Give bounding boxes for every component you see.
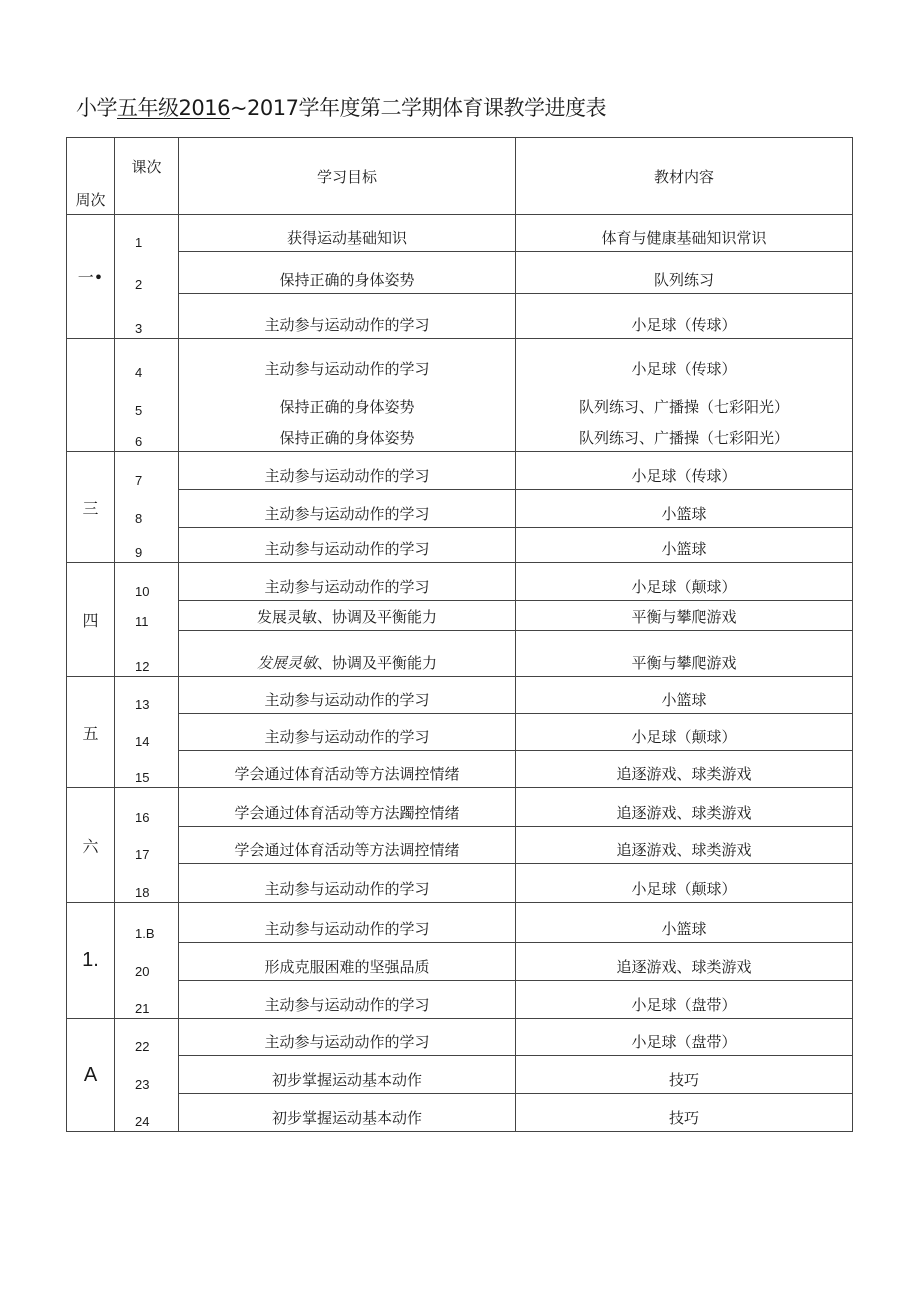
- content-cell: 小足球（盘带）: [516, 981, 853, 1019]
- table-row: [67, 631, 853, 677]
- goal-cell: 主动参与运动动作的学习: [179, 452, 516, 490]
- lesson-cell: 16: [115, 788, 179, 827]
- goal-cell: 保持正确的身体姿势: [179, 382, 516, 420]
- table-row: [67, 563, 853, 601]
- goal-cell: 学会通过体育活动等方法调控情绪: [179, 751, 516, 788]
- week-cell: [67, 339, 115, 452]
- content-cell: 追逐游戏、球类游戏: [516, 827, 853, 864]
- content-cell: 追逐游戏、球类游戏: [516, 751, 853, 788]
- goal-cell: 初步掌握运动基本动作: [179, 1056, 516, 1094]
- header-content: 教材内容: [516, 138, 853, 215]
- goal-text: 、协调及平衡能力: [317, 654, 438, 672]
- goal-cell: 主动参与运动动作的学习: [179, 677, 516, 714]
- week-cell: A: [67, 1019, 115, 1132]
- lesson-cell: 14: [115, 714, 179, 751]
- week-cell: 1.: [67, 903, 115, 1019]
- content-cell: 小足球（颠球）: [516, 864, 853, 903]
- table-row: [67, 339, 853, 382]
- goal-cell: 获得运动基础知识: [179, 215, 516, 252]
- content-cell: 队列练习、广播操（七彩阳光）: [516, 420, 853, 452]
- goal-cell: 主动参与运动动作的学习: [179, 1019, 516, 1056]
- goal-cell: 主动参与运动动作的学习: [179, 294, 516, 339]
- table-row: [67, 294, 853, 339]
- content-cell: 追逐游戏、球类游戏: [516, 788, 853, 827]
- week-cell: 三: [67, 452, 115, 563]
- lesson-cell: 20: [115, 943, 179, 981]
- content-cell: 小篮球: [516, 677, 853, 714]
- lesson-cell: 17: [115, 827, 179, 864]
- week-cell: 四: [67, 563, 115, 677]
- lesson-cell: 22: [115, 1019, 179, 1056]
- content-cell: 小足球（颠球）: [516, 714, 853, 751]
- content-cell: 技巧: [516, 1094, 853, 1132]
- table-row: [67, 252, 853, 294]
- table-row: [67, 420, 853, 452]
- content-cell: 队列练习、广播操（七彩阳光）: [516, 382, 853, 420]
- table-row: [67, 943, 853, 981]
- goal-italic-text: 发展灵敏: [256, 654, 317, 672]
- table-row: [67, 382, 853, 420]
- schedule-body: [67, 215, 853, 1132]
- schedule-table: [66, 137, 853, 1132]
- goal-cell: 学会通过体育活动等方法躅控情绪: [179, 788, 516, 827]
- table-row: [67, 677, 853, 714]
- table-row: [67, 788, 853, 827]
- table-row: [67, 601, 853, 631]
- header-row: [67, 138, 853, 215]
- goal-cell: 主动参与运动动作的学习: [179, 490, 516, 528]
- lesson-cell: 10: [115, 563, 179, 601]
- lesson-cell: 15: [115, 751, 179, 788]
- header-week: 周次: [67, 138, 115, 215]
- goal-cell: 保持正确的身体姿势: [179, 420, 516, 452]
- lesson-cell: 21: [115, 981, 179, 1019]
- goal-cell: 发展灵敏、协调及平衡能力: [179, 601, 516, 631]
- lesson-cell: 23: [115, 1056, 179, 1094]
- content-cell: 小足球（传球）: [516, 294, 853, 339]
- lesson-cell: 13: [115, 677, 179, 714]
- title-part2: 五年级2016: [117, 96, 230, 120]
- lesson-cell: 1: [115, 215, 179, 252]
- goal-cell: [179, 631, 516, 677]
- content-cell: 小足球（传球）: [516, 452, 853, 490]
- goal-cell: 主动参与运动动作的学习: [179, 903, 516, 943]
- content-cell: 队列练习: [516, 252, 853, 294]
- table-row: [67, 528, 853, 563]
- header-goal: 学习目标: [179, 138, 516, 215]
- lesson-cell: 4: [115, 339, 179, 382]
- title-part3: ~2017学年度第二学期体育课教学进度表: [229, 96, 606, 120]
- goal-cell: 初步掌握运动基本动作: [179, 1094, 516, 1132]
- lesson-cell: 8: [115, 490, 179, 528]
- goal-cell: 形成克服困难的坚强品质: [179, 943, 516, 981]
- goal-cell: 主动参与运动动作的学习: [179, 864, 516, 903]
- goal-cell: 保持正确的身体姿势: [179, 252, 516, 294]
- content-cell: 追逐游戏、球类游戏: [516, 943, 853, 981]
- table-row: [67, 490, 853, 528]
- lesson-cell: 11: [115, 601, 179, 631]
- goal-cell: 学会通过体育活动等方法调控情绪: [179, 827, 516, 864]
- title-part1: 小学: [76, 96, 117, 120]
- lesson-cell: 6: [115, 420, 179, 452]
- goal-cell: 主动参与运动动作的学习: [179, 563, 516, 601]
- table-row: [67, 903, 853, 943]
- goal-cell: 主动参与运动动作的学习: [179, 339, 516, 382]
- content-cell: 小篮球: [516, 490, 853, 528]
- content-cell: 小足球（盘带）: [516, 1019, 853, 1056]
- table-row: [67, 1094, 853, 1132]
- week-cell: 一•: [67, 215, 115, 339]
- header-lesson: 课次: [115, 138, 179, 215]
- table-row: [67, 215, 853, 252]
- table-row: [67, 827, 853, 864]
- lesson-cell: 12: [115, 631, 179, 677]
- table-row: [67, 864, 853, 903]
- lesson-cell: 7: [115, 452, 179, 490]
- lesson-cell: 1.B: [115, 903, 179, 943]
- lesson-cell: 18: [115, 864, 179, 903]
- content-cell: 技巧: [516, 1056, 853, 1094]
- goal-cell: 主动参与运动动作的学习: [179, 714, 516, 751]
- table-row: [67, 751, 853, 788]
- lesson-cell: 5: [115, 382, 179, 420]
- table-row: [67, 1019, 853, 1056]
- content-cell: 平衡与攀爬游戏: [516, 631, 853, 677]
- content-cell: 小篮球: [516, 528, 853, 563]
- content-cell: 小足球（颠球）: [516, 563, 853, 601]
- goal-cell: 主动参与运动动作的学习: [179, 981, 516, 1019]
- content-cell: 小足球（传球）: [516, 339, 853, 382]
- table-row: [67, 981, 853, 1019]
- lesson-cell: 24: [115, 1094, 179, 1132]
- week-cell: 六: [67, 788, 115, 903]
- goal-cell: 主动参与运动动作的学习: [179, 528, 516, 563]
- lesson-cell: 9: [115, 528, 179, 563]
- page-title: [76, 92, 606, 122]
- content-cell: 平衡与攀爬游戏: [516, 601, 853, 631]
- content-cell: 小篮球: [516, 903, 853, 943]
- table-row: [67, 1056, 853, 1094]
- week-cell: 五: [67, 677, 115, 788]
- lesson-cell: 3: [115, 294, 179, 339]
- table-row: [67, 452, 853, 490]
- table-row: [67, 714, 853, 751]
- content-cell: 体育与健康基础知识常识: [516, 215, 853, 252]
- lesson-cell: 2: [115, 252, 179, 294]
